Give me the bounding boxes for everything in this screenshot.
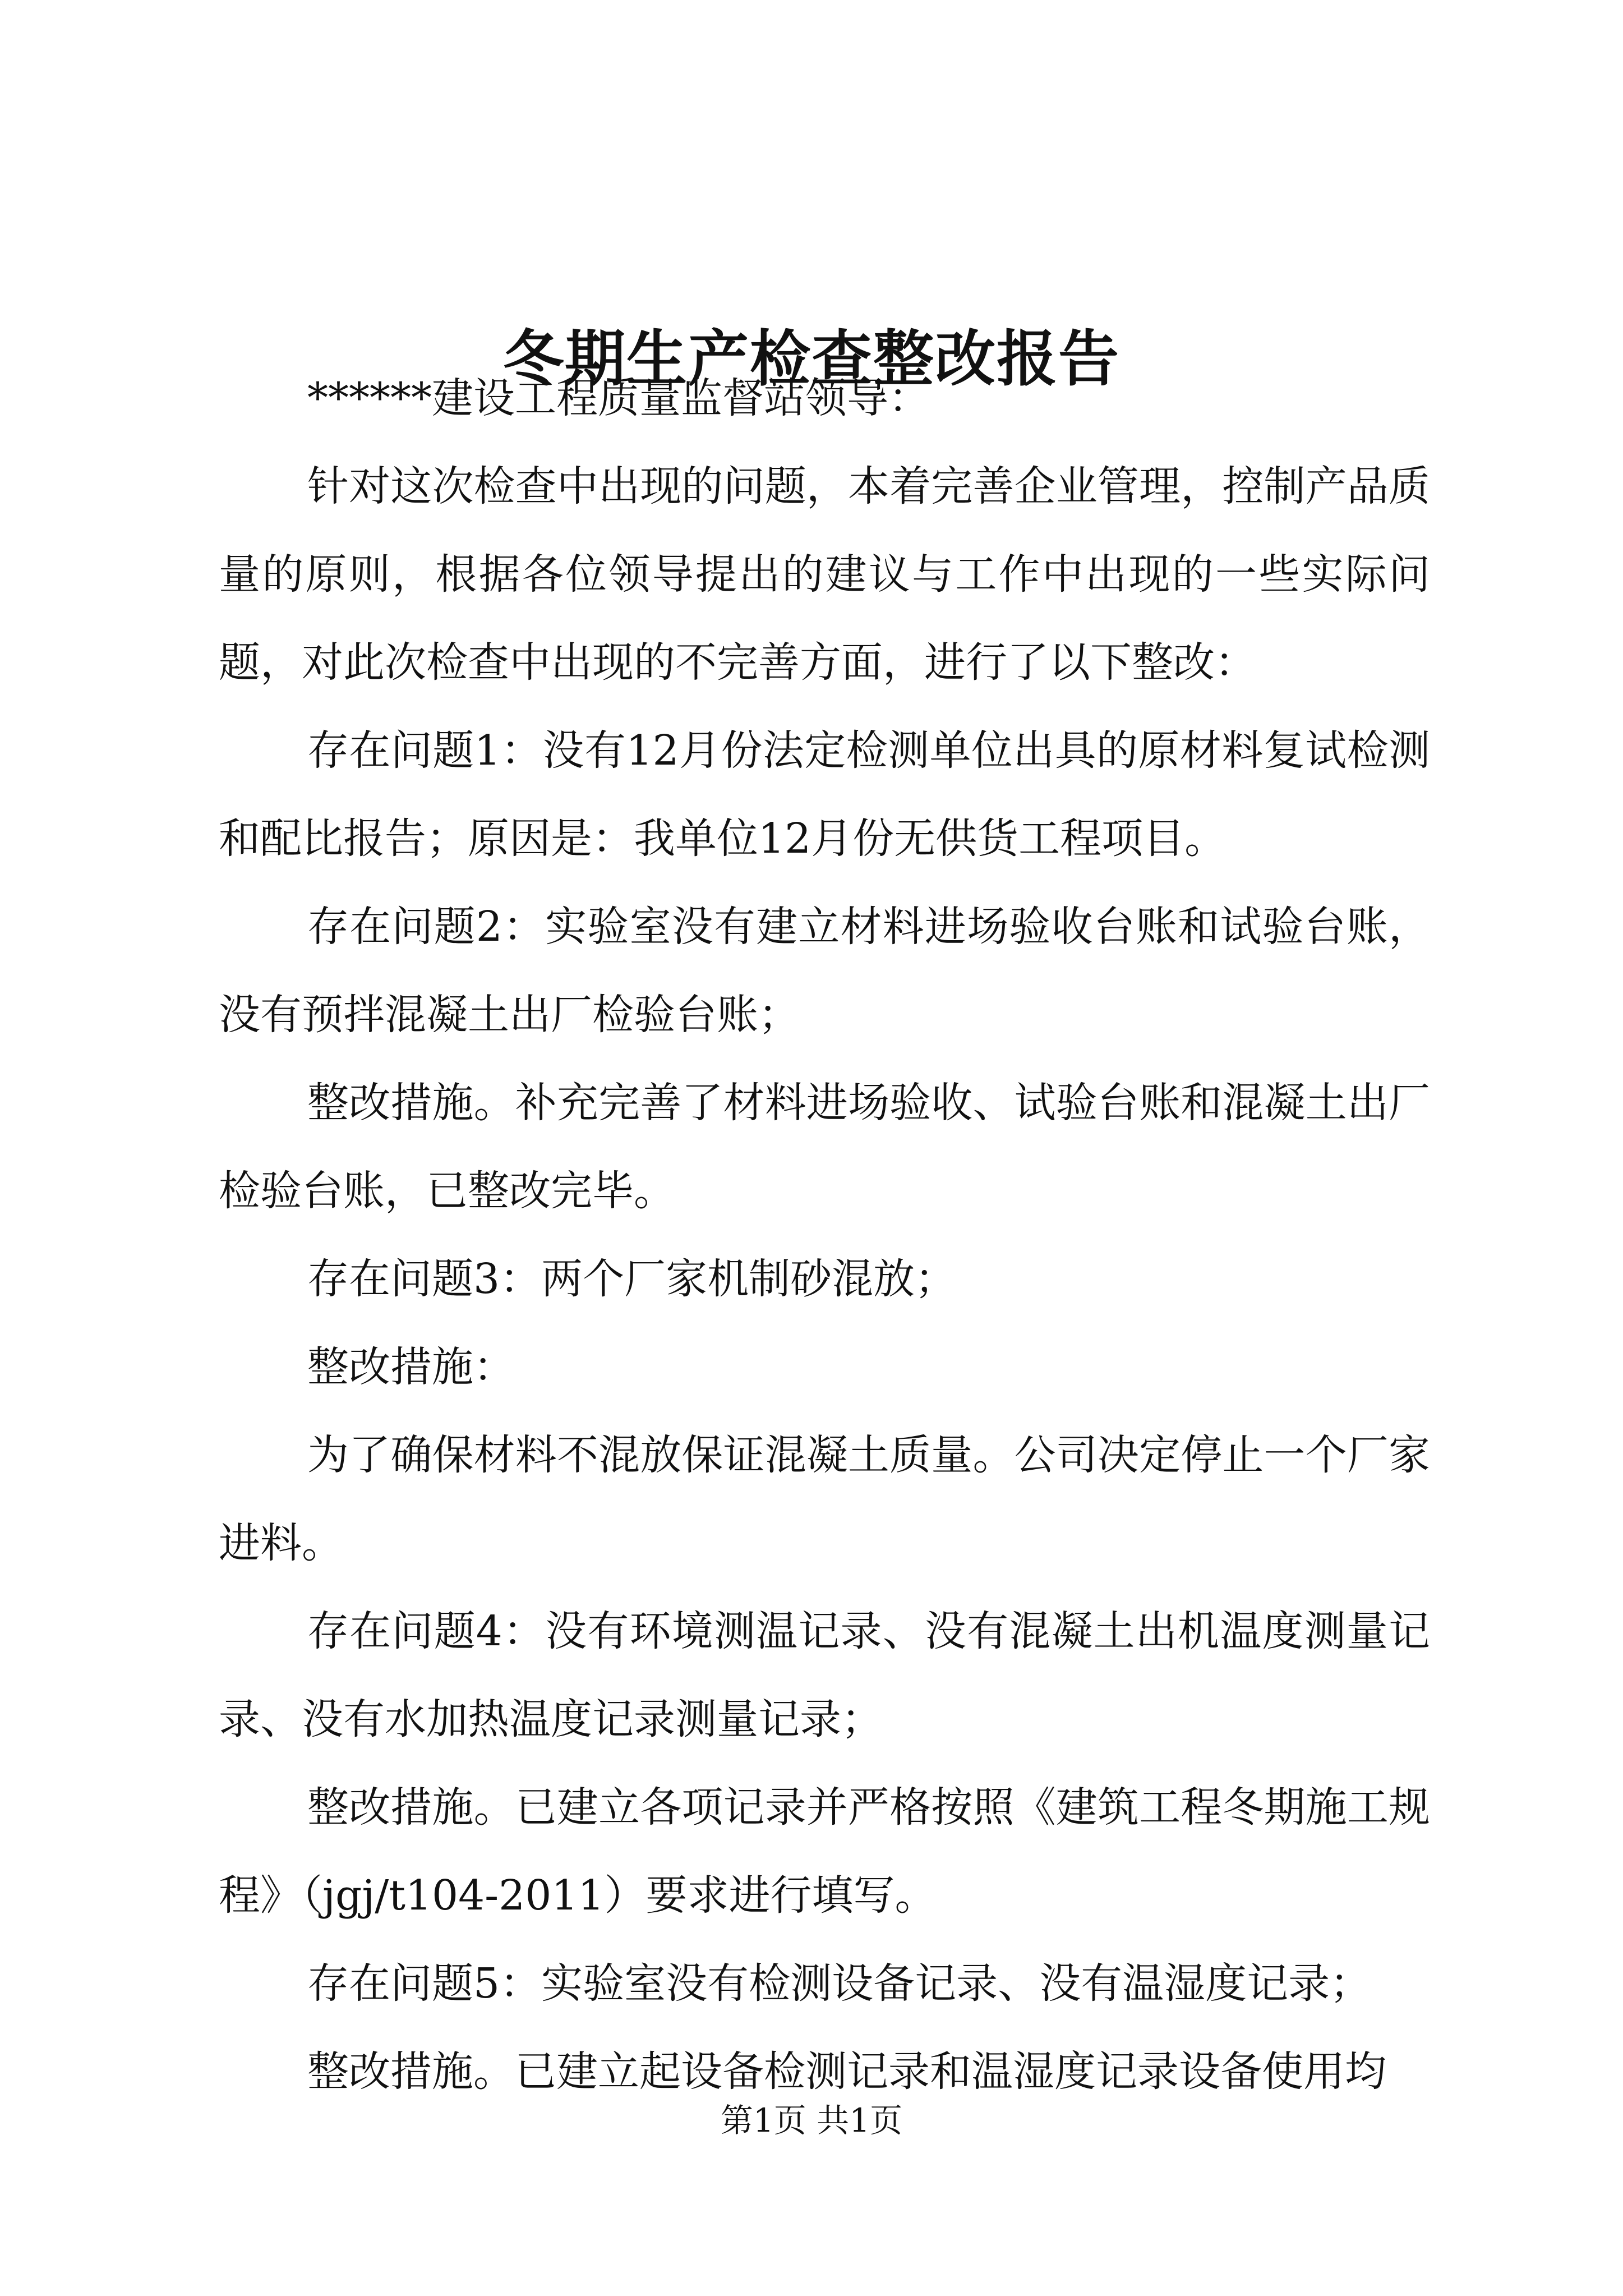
measure-3-paragraph: 为了确保材料不混放保证混凝土质量。公司决定停止一个厂家进料。 <box>219 1431 1430 1567</box>
measure-4-paragraph: 整改措施。已建立各项记录并严格按照《建筑工程冬期施工规程》（jgj/t104-2011）要求进行填写。 <box>219 1783 1430 1920</box>
issue-5-paragraph: 存在问题5：实验室没有检测设备记录、没有温湿度记录； <box>307 1959 1372 2008</box>
issue-1-paragraph: 存在问题1：没有12月份法定检测单位出具的原材料复试检测和配比报告；原因是：我单位12月份无供货工程项目。 <box>219 726 1430 863</box>
intro-paragraph: 针对这次检查中出现的问题，本着完善企业管理，控制产品质量的原则，根据各位领导提出的建议与工作中出现的一些实际问题，对此次检查中出现的不完善方面，进行了以下整改： <box>219 462 1430 687</box>
document-title: 冬期生产检查整改报告 <box>502 324 1120 395</box>
issue-3-paragraph: 存在问题3：两个厂家机制砂混放； <box>307 1255 957 1303</box>
measure-5-paragraph: 整改措施。已建立起设备检测记录和温湿度记录设备使用均 <box>307 2047 1386 2096</box>
document-body <box>219 355 1430 2116</box>
issue-2-paragraph: 存在问题2：实验室没有建立材料进场验收台账和试验台账，没有预拌混凝土出厂检验台账； <box>219 903 1430 1039</box>
measure-3-heading: 整改措施： <box>307 1343 515 1391</box>
salutation-paragraph: ******建设工程质量监督站领导： <box>307 374 930 422</box>
measure-2-paragraph: 整改措施。补充完善了材料进场验收、试验台账和混凝土出厂检验台账，已整改完毕。 <box>219 1079 1430 1215</box>
page-footer: 第1页 共1页 <box>720 2101 903 2139</box>
issue-4-paragraph: 存在问题4：没有环境测温记录、没有混凝土出机温度测量记录、没有水加热温度记录测量记录； <box>219 1607 1430 1743</box>
